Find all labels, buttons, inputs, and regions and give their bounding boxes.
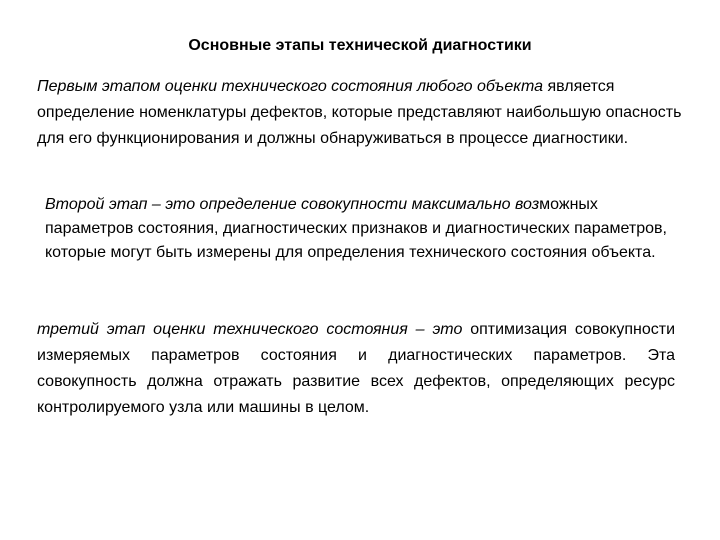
paragraph-stage-3-text: оптимизация совокупности измеряемых параметров состояния и диагностических параметров. Эта совокупность должна отражать развитие всех дефектов, определяющих ресурс контролируемого узла или машины в целом.: [37, 321, 676, 416]
paragraph-stage-1-italic: Первым этапом оценки технического состояния любого объекта: [37, 78, 543, 95]
paragraph-stage-2-italic: Второй этап – это определение совокупности максимально воз: [45, 196, 540, 213]
paragraph-stage-1: [37, 74, 687, 152]
paragraph-stage-2-text: можных параметров состояния, диагностических признаков и диагностических параметров, которые могут быть измерены для определения технического состояния объекта.: [45, 196, 667, 261]
paragraph-stage-3: [37, 317, 675, 421]
paragraph-stage-2: [45, 193, 685, 265]
paragraph-stage-3-italic: третий этап оценки технического состояния – это: [37, 321, 463, 338]
slide-title: Основные этапы технической диагностики: [188, 37, 532, 54]
paragraph-stage-1-text: является определение номенклатуры дефектов, которые представляют наибольшую опасность для его функционирования и должны обнаруживаться в процессе диагностики.: [37, 78, 682, 147]
